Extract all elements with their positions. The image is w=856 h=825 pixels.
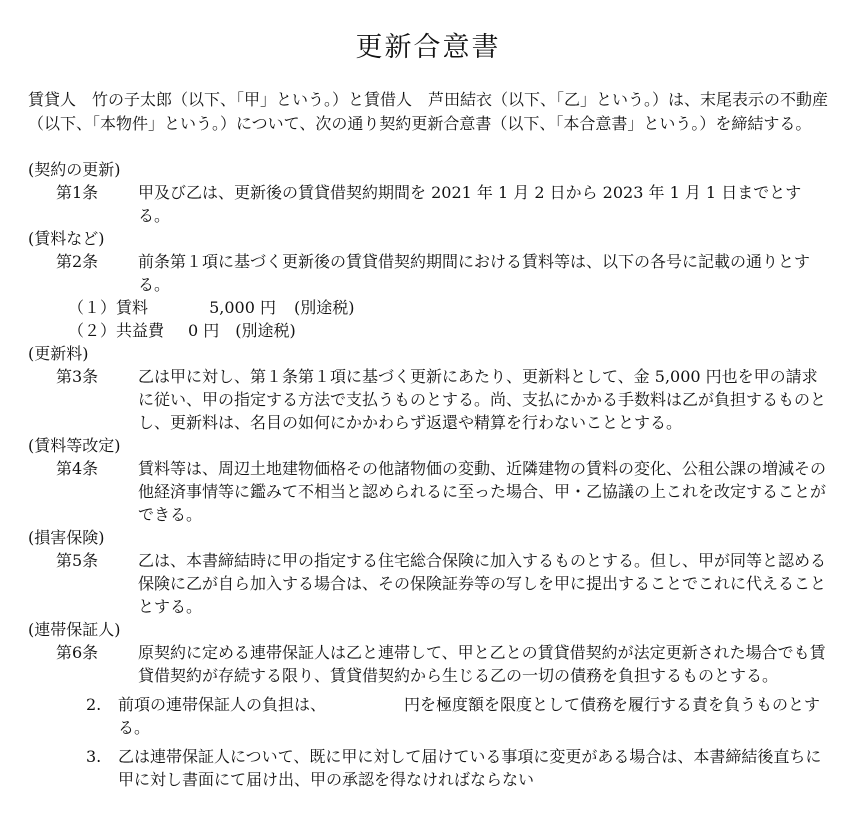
article-3 [28, 365, 828, 434]
article-1 [28, 181, 828, 227]
article-number: 第1条 [56, 183, 99, 202]
sub-clause-2 [28, 693, 828, 739]
item-value: 0 円 [188, 321, 220, 340]
article-6 [28, 641, 828, 687]
sub-clause-number: 2. [86, 695, 102, 714]
item-number: （１） [68, 298, 117, 317]
article-text: 甲及び乙は、更新後の賃貸借契約期間を 2021 年 1 月 2 日から 2023 年 1 月 1 日までとする。 [138, 183, 802, 225]
sub-clause-text: 乙は連帯保証人について、既に甲に対して届けている事項に変更がある場合は、本書締結後直ちに甲に対し書面にて届け出、甲の承認を得なければならない [118, 747, 822, 789]
article-text: 原契約に定める連帯保証人は乙と連帯して、甲と乙との賃貸借契約が法定更新された場合でも賃貸借契約が存続する限り、賃貸借契約から生じる乙の一切の債務を負担するものとする。 [138, 643, 826, 685]
section-insurance [28, 526, 828, 618]
article-number: 第3条 [56, 367, 99, 386]
intro-paragraph: 賃貸人 竹の子太郎（以下、「甲」という。）と賃借人 芦田結衣（以下、「乙」という。）は、末尾表示の不動産（以下、「本物件」という。）について、次の通り契約更新合意書（以下、「本合意書」という。）を締結する。 [28, 90, 829, 133]
item-value: 5,000 円 [209, 298, 277, 317]
section-renewal-fee [28, 342, 828, 434]
sub-clause-text-before: 前項の連帯保証人の負担は、 [118, 695, 327, 714]
article-number: 第4条 [56, 459, 99, 478]
article-4 [28, 457, 828, 526]
section-rent [28, 227, 828, 342]
item-note: (別途税) [294, 298, 355, 317]
section-caption: (損害保険) [28, 528, 105, 547]
sub-clause-number: 3. [86, 747, 102, 766]
article-text: 前条第１項に基づく更新後の賃貸借契約期間における賃料等は、以下の各号に記載の通りとする。 [138, 252, 811, 294]
section-caption: (更新料) [28, 344, 89, 363]
item-label: 共益費 [116, 321, 165, 340]
rent-item [28, 296, 828, 319]
article-text: 賃料等は、周辺土地建物価格その他諸物価の変動、近隣建物の賃料の変化、公租公課の増減その他経済事情等に鑑みて不相当と認められるに至った場合、甲・乙協議の上これを改定することができる。 [138, 459, 827, 524]
article-number: 第2条 [56, 252, 99, 271]
section-caption: (賃料など) [28, 229, 105, 248]
item-label: 賃料 [116, 298, 149, 317]
article-5 [28, 549, 828, 618]
section-guarantor [28, 618, 828, 791]
item-number: （２） [68, 321, 117, 340]
article-text: 乙は、本書締結時に甲の指定する住宅総合保険に加入するものとする。但し、甲が同等と認める保険に乙が自ら加入する場合は、その保険証券等の写しを甲に提出することでこれに代えることとする。 [138, 551, 827, 616]
section-caption: (連帯保証人) [28, 620, 121, 639]
item-note: (別途税) [235, 321, 296, 340]
document-title: 更新合意書 [355, 32, 501, 63]
section-contract-renewal [28, 158, 828, 227]
article-number: 第6条 [56, 643, 99, 662]
common-fee-item [28, 319, 828, 342]
section-rent-revision [28, 434, 828, 526]
sub-clause-text-after: 円を極度額を限度として債務を履行する責を負うものとする。 [118, 695, 821, 737]
article-number: 第5条 [56, 551, 99, 570]
sub-clause-3 [28, 745, 828, 791]
article-2 [28, 250, 828, 296]
section-caption: (賃料等改定) [28, 436, 121, 455]
article-text: 乙は甲に対し、第１条第１項に基づく更新にあたり、更新料として、金 5,000 円也を甲の請求に従い、甲の指定する方法で支払うものとする。尚、支払にかかる手数料は乙が負担するものとし、更新料は、名目の如何にかかわらず返還や精算を行わないこととする。 [138, 367, 827, 432]
section-caption: (契約の更新) [28, 160, 121, 179]
